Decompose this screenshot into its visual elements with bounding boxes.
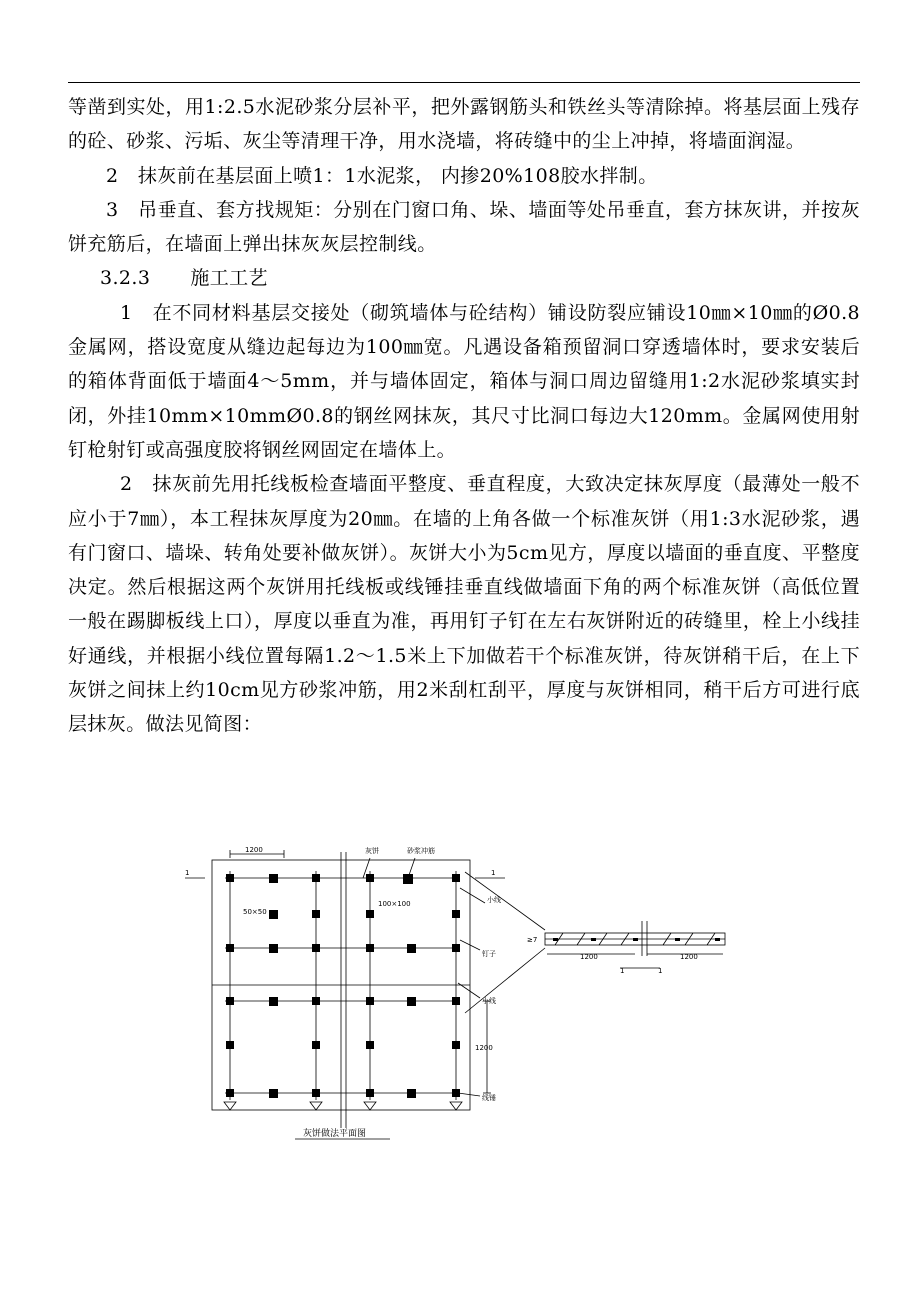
label-100x100: 100×100 — [378, 900, 411, 908]
pad-19 — [312, 997, 320, 1005]
pad-30 — [366, 1089, 374, 1097]
section-dim-label-1: 1200 — [580, 953, 598, 961]
plumb-bob-2 — [310, 1102, 322, 1110]
section-pad-4 — [675, 938, 680, 941]
leader-xiaoxian-1 — [460, 888, 485, 903]
section-number: 3.2.3 — [100, 267, 151, 290]
section-mark-left: 1 — [185, 869, 190, 877]
paragraph-1: 等凿到实处，用1:2.5水泥砂浆分层补平，把外露钢筋头和铁丝头等清除掉。将基层面上残存的砼、砂浆、污垢、灰尘等清理干净，用水浇墙，将砖缝中的尘上冲掉，将墙面润湿。 — [68, 96, 860, 153]
diagram-svg — [175, 838, 735, 1143]
pad-13 — [312, 944, 320, 952]
pad-24 — [312, 1041, 320, 1049]
pad-15 — [407, 944, 416, 953]
pad-18 — [269, 997, 278, 1006]
header-rule — [68, 82, 860, 83]
label-xiaoxian-2: 小线 — [482, 997, 496, 1005]
paragraph-2: 2 抹灰前在基层面上喷1：1水泥浆， 内掺20%108胶水拌制。 — [106, 164, 658, 187]
pad-27 — [226, 1089, 234, 1097]
pad-14 — [366, 944, 374, 952]
section-heading — [68, 261, 860, 295]
label-50x50: 50×50 — [243, 908, 267, 916]
pad-3 — [312, 874, 320, 882]
pad-20 — [366, 997, 374, 1005]
pad-1 — [226, 874, 234, 882]
pad-10 — [452, 910, 460, 918]
projection-line-2 — [465, 948, 545, 1013]
dim-label-side: 1200 — [475, 1044, 493, 1052]
section-thickness-label: ≥7 — [527, 936, 538, 944]
label-shajiang-chongjin: 砂浆冲筋 — [407, 847, 435, 855]
section-pad-2 — [591, 938, 596, 941]
label-xianchui: 线锤 — [482, 1094, 496, 1102]
pad-2 — [269, 874, 278, 883]
document-body — [68, 90, 860, 742]
label-dingzi: 钉子 — [482, 950, 496, 958]
pad-23 — [226, 1041, 234, 1049]
pad-32 — [452, 1089, 460, 1097]
paragraph-4: 1 在不同材料基层交接处（砌筑墙体与砼结构）铺设防裂应铺设10㎜×10㎜的Ø0.8金属网，搭设宽度从缝边起每边为100㎜宽。凡遇设备箱预留洞口穿透墙体时，要求安装后的箱体背面低于墙面4～5mm，并与墙体固定，箱体与洞口周边留缝用1:2水泥砂浆填实封闭，外挂10mm×10mmØ0.8的钢丝网抹灰，其尺寸比洞口每边大120mm。金属网使用射钉枪射钉或高强度胶将钢丝网固定在墙体上。 — [68, 301, 860, 461]
pad-28 — [269, 1089, 278, 1098]
plaster-pad-plan-diagram — [175, 838, 735, 1143]
pad-26 — [452, 1041, 460, 1049]
label-xiaoxian-1: 小线 — [487, 896, 501, 904]
projection-line-1 — [465, 872, 545, 930]
pad-7 — [269, 910, 278, 919]
pad-29 — [312, 1089, 320, 1097]
pad-17 — [226, 997, 234, 1005]
plumb-bob-3 — [364, 1102, 376, 1110]
section-mark-right: 1 — [491, 869, 496, 877]
section-cut-mark-b: 1 — [658, 967, 663, 975]
pad-6 — [452, 874, 460, 882]
section-dim-label-2: 1200 — [680, 953, 698, 961]
pad-5 — [403, 874, 413, 884]
section-pad-5 — [715, 938, 720, 941]
pad-22 — [452, 997, 460, 1005]
paragraph-5: 2 抹灰前先用托线板检查墙面平整度、垂直程度，大致决定抹灰厚度（最薄处一般不应小于7㎜），本工程抹灰厚度为20㎜。在墙的上角各做一个标准灰饼（用1:3水泥砂浆，遇有门窗口、墙垛、转角处要补做灰饼）。灰饼大小为5cm见方，厚度以墙面的垂直度、平整度决定。然后根据这两个灰饼用托线板或线锤挂垂直线做墙面下角的两个标准灰饼（高低位置一般在踢脚板线上口），厚度以垂直为准，再用钉子钉在左右灰饼附近的砖缝里，栓上小线挂好通线，并根据小线位置每隔1.2～1.5米上下加做若干个标准灰饼，待灰饼稍干后，在上下灰饼之间抹上约10cm见方砂浆冲筋，用2米刮杠刮平，厚度与灰饼相同，稍干后方可进行底层抹灰。做法见简图： — [68, 473, 860, 736]
pad-11 — [226, 944, 234, 952]
section-pad-3 — [633, 938, 638, 941]
pad-9 — [366, 910, 374, 918]
pad-12 — [269, 944, 278, 953]
pad-16 — [452, 944, 460, 952]
paragraph-3: 3 吊垂直、套方找规矩：分别在门窗口角、垛、墙面等处吊垂直，套方抹灰讲，并按灰饼充筋后，在墙面上弹出抹灰灰层控制线。 — [68, 198, 860, 256]
plumb-bob-1 — [224, 1102, 236, 1110]
leader-xianchui — [458, 1093, 480, 1096]
pad-31 — [407, 1089, 416, 1098]
plumb-bob-4 — [450, 1102, 462, 1110]
section-title: 施工工艺 — [190, 267, 268, 290]
pad-8 — [312, 910, 320, 918]
pad-4 — [366, 874, 374, 882]
section-cut-mark-a: 1 — [620, 967, 625, 975]
pad-25 — [366, 1041, 374, 1049]
label-huibing: 灰饼 — [365, 847, 379, 855]
dim-label-top: 1200 — [245, 846, 263, 854]
pad-21 — [407, 997, 416, 1006]
diagram-caption: 灰饼做法平面图 — [303, 1129, 367, 1139]
section-pad-1 — [553, 938, 558, 941]
